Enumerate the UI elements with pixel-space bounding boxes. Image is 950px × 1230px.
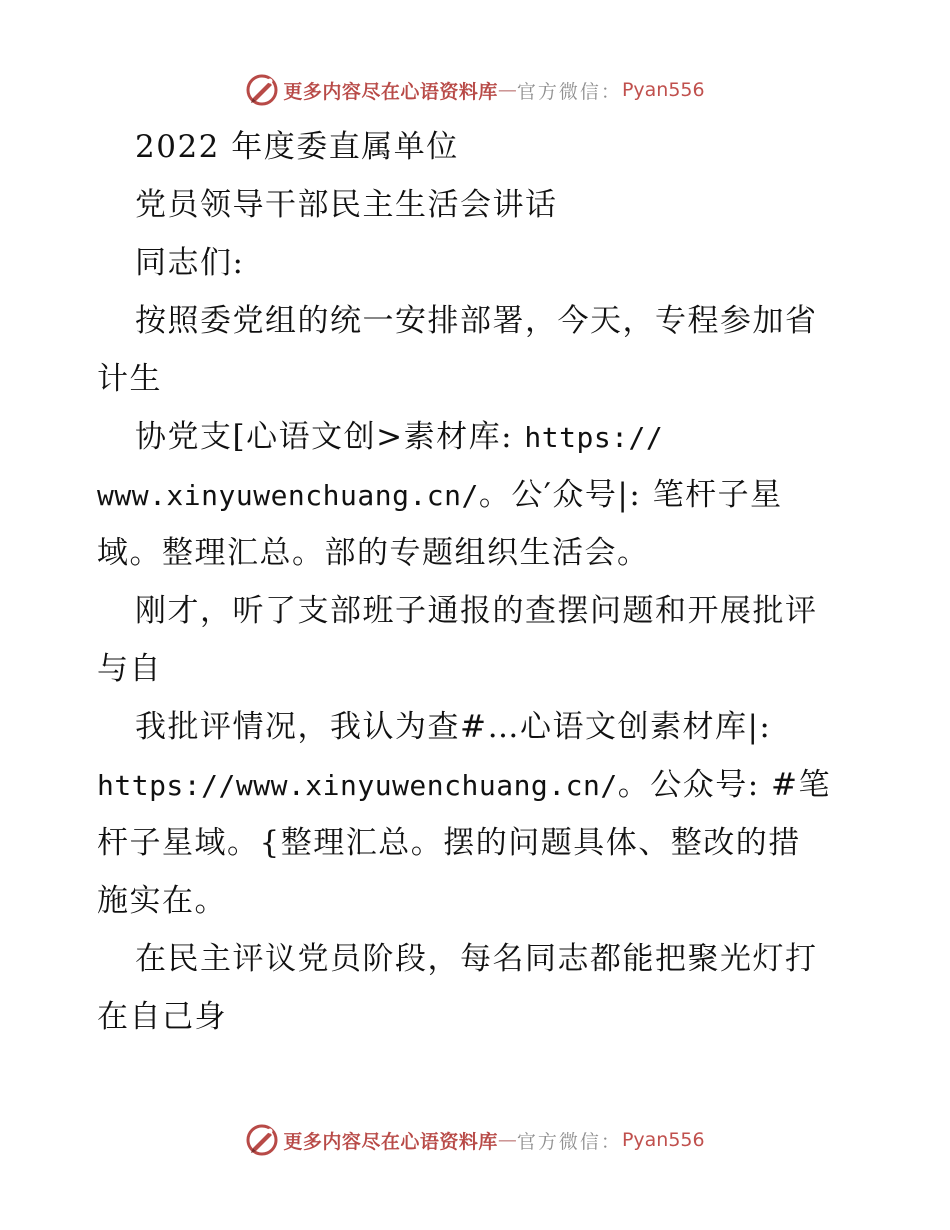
paragraph-2-line-1: 协党支[心语文创>素材库: https:// [135, 419, 664, 455]
paragraph-2-line-3: 域。整理汇总。部的专题组织生活会。 [97, 535, 650, 571]
paragraph-4-line-1: 我批评情况，我认为查#…心语文创素材库|: [135, 709, 772, 745]
pen-logo-icon [245, 1123, 279, 1157]
footer-watermark-banner [0, 1120, 950, 1160]
banner-wechat-id: Pyan556 [621, 1129, 705, 1151]
paragraph-3-line-1: 刚才，听了支部班子通报的查摆问题和开展批评 [135, 593, 818, 629]
banner-official-label: 官方微信： [516, 80, 622, 103]
banner-official-label: 官方微信： [516, 1130, 622, 1153]
paragraph-4-line-2: https://www.xinyuwenchuang.cn/。公众号: #笔 [97, 767, 832, 803]
pen-logo-icon [245, 73, 279, 107]
paragraph-4-line-3: 杆子星域。{整理汇总。摆的问题具体、整改的措 [97, 825, 801, 861]
paragraph-3-line-2: 与自 [97, 651, 162, 687]
banner-dash: — [497, 79, 517, 101]
document-body [97, 118, 857, 1046]
paragraph-5-line-2: 在自己身 [97, 999, 227, 1035]
paragraph-1-line-2: 计生 [97, 361, 162, 397]
title-line-2: 党员领导干部民主生活会讲话 [135, 187, 558, 223]
banner-text: 更多内容尽在心语资料库 [283, 80, 498, 103]
salutation: 同志们: [135, 245, 245, 281]
title-line-1: 2022 年度委直属单位 [135, 129, 459, 165]
paragraph-1-line-1: 按照委党组的统一安排部署，今天，专程参加省 [135, 303, 818, 339]
banner-dash: — [497, 1129, 517, 1151]
header-watermark-banner [0, 70, 950, 110]
paragraph-2-line-2: www.xinyuwenchuang.cn/。公′众号|: 笔杆子星 [97, 477, 783, 513]
paragraph-5-line-1: 在民主评议党员阶段，每名同志都能把聚光灯打 [135, 941, 818, 977]
paragraph-4-line-4: 施实在。 [97, 883, 227, 919]
banner-text: 更多内容尽在心语资料库 [283, 1130, 498, 1153]
banner-wechat-id: Pyan556 [621, 79, 705, 101]
